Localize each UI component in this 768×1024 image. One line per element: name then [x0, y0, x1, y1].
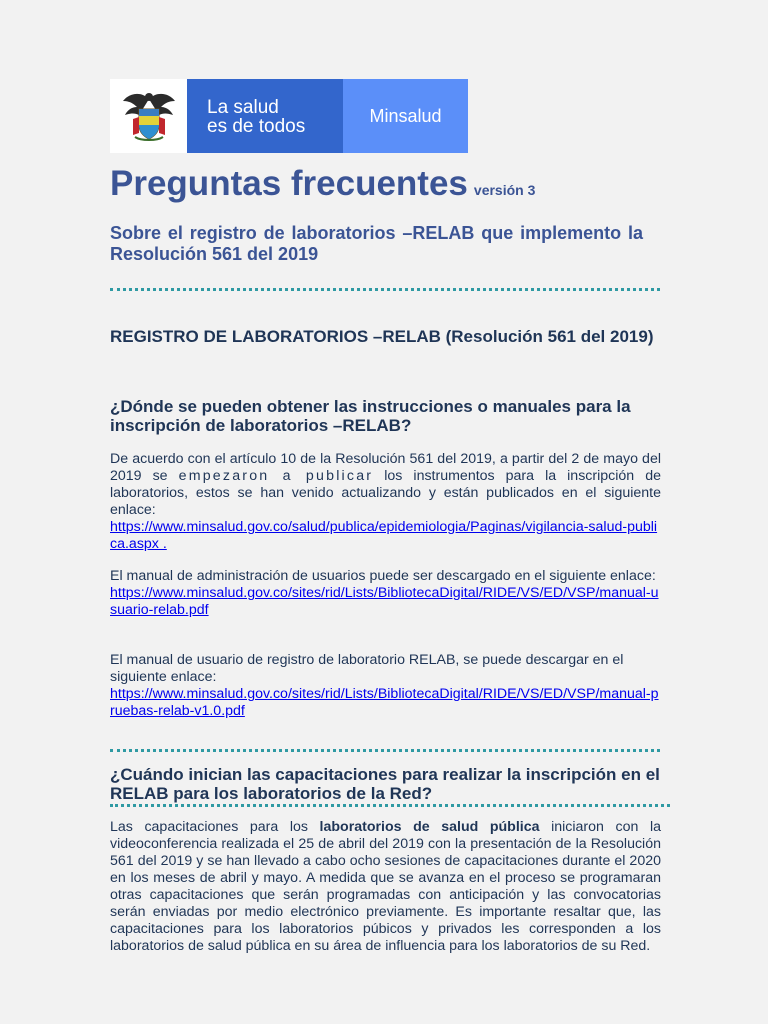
answer-text: El manual de usuario de registro de laboratorio RELAB, se puede descargar en el siguiente enlace: [110, 652, 624, 685]
dotted-divider [110, 804, 670, 807]
faq-answer-1-paragraph-2 [110, 568, 661, 619]
page-title-text: Preguntas frecuentes [110, 164, 468, 203]
brand-name: Minsalud [369, 105, 442, 126]
answer-text-bold: laboratorios de salud pública [319, 819, 540, 835]
faq-question-1: ¿Dónde se pueden obtener las instrucciones o manuales para la inscripción de laboratorios –RELAB? [110, 397, 631, 435]
page-title [110, 164, 535, 204]
answer-text-spaced: empezaron a publicar [178, 468, 374, 484]
link-manual-pruebas-relab[interactable]: https://www.minsalud.gov.co/sites/rid/Lists/BibliotecaDigital/RIDE/VS/ED/VSP/manual-pruebas-relab-v1.0.pdf [110, 686, 659, 719]
faq-answer-1-paragraph-3 [110, 652, 661, 720]
brand-logo [343, 79, 468, 153]
slogan [187, 79, 343, 153]
answer-text: iniciaron con la videoconferencia realizada el 25 de abril del 2019 con la presentación de la Resolución 561 del 2019 y se han llevado a cabo ocho sesiones de capacitaciones durante el 2020 en los meses de abril y mayo. A medida que se avanza en el proceso se programaran otras capacitaciones que serán programadas con anticipación y las convocatorias serán enviadas por medio electrónico previamente. Es importante resaltar que, las capacitaciones para los laboratorios púbicos y privados les corresponden a los laboratorios de salud pública en su área de influencia para los laboratorios de su Red. [110, 819, 661, 954]
dotted-divider [110, 288, 660, 291]
link-vigilancia-salud-publica[interactable]: https://www.minsalud.gov.co/salud/publica/epidemiologia/Paginas/vigilancia-salud-publica.aspx . [110, 519, 658, 552]
page-subtitle: Sobre el registro de laboratorios –RELAB que implemento la Resolución 561 del 2019 [110, 223, 643, 264]
version-label: versión 3 [473, 182, 536, 198]
section-title: REGISTRO DE LABORATORIOS –RELAB (Resolución 561 del 2019) [110, 327, 654, 346]
answer-text: los instrumentos para la inscripción de laboratorios, estos se han venido actualizando y están publicados en el siguiente enlace: [110, 468, 661, 518]
dotted-divider [110, 749, 660, 752]
coat-of-arms-icon [110, 79, 187, 153]
ministry-banner [110, 79, 468, 153]
faq-answer-1-paragraph-1 [110, 451, 661, 553]
slogan-line-2: es de todos [207, 116, 306, 137]
faq-answer-2 [110, 819, 661, 955]
slogan-line-1: La salud [207, 97, 279, 118]
faq-question-2: ¿Cuándo inician las capacitaciones para realizar la inscripción en el RELAB para los laboratorios de la Red? [110, 765, 660, 803]
link-manual-usuario-relab[interactable]: https://www.minsalud.gov.co/sites/rid/Lists/BibliotecaDigital/RIDE/VS/ED/VSP/manual-usuario-relab.pdf [110, 585, 659, 618]
answer-text: Las capacitaciones para los [110, 819, 308, 835]
answer-text: El manual de administración de usuarios puede ser descargado en el siguiente enlace: [110, 568, 656, 584]
answer-text: De acuerdo con el artículo 10 de la Resolución 561 del 2019, a partir del 2 de mayo del 2019 se [110, 451, 661, 484]
